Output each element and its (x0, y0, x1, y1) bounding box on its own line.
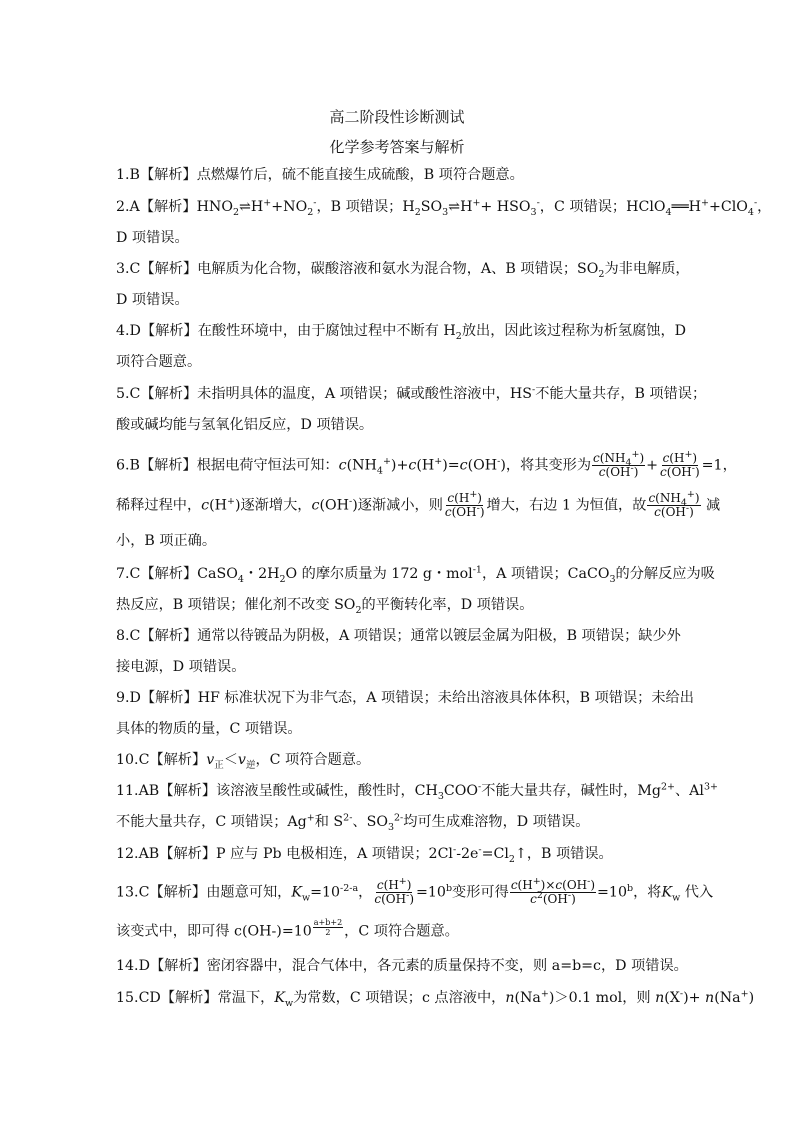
equilibrium-arrow-icon: ⇌ (239, 199, 251, 215)
answer-13-cont: 该变式中，即可得 c(OH-)=10 $^{\frac{a+b+2}{2}}$ ，C 项符合题意。 (116, 918, 459, 940)
answer-10: 10.C【解析】$v_正<v_逆$，C 项符合题意。 (116, 752, 371, 771)
answer-1: 1.B【解析】点燃爆竹后，硫不能直接生成硫酸，B 项符合题意。 (116, 167, 524, 183)
answer-11-cont: 不能大量共存，C 项错误；Ag+和 $S^{2-}$、$SO_3^{2-}$均可生成难溶物，D 项错误。 (116, 812, 590, 833)
answer-4: 4.D【解析】在酸性环境中，由于腐蚀过程中不断有 $H_2$放出，因此该过程称为析氢腐蚀，D (116, 323, 687, 342)
answer-7: 7.C【解析】CaSO$_4$・$2H_2O$ 的摩尔质量为 172 g・mol$^{-1}$，A 项错误；CaCO$_3$的分解反应为吸 (116, 564, 715, 585)
answer-12: 12.AB【解析】P 应与 Pb 电极相连，A 项错误；$2Cl^--2e^-=Cl_2↑$，B 项错误。 (116, 844, 613, 865)
answer-13: 13.C【解析】由题意可知，$K_w=10^{-2-a}$， $\frac{c(H^+)}{c(OH^-)}$ $=10^b$变形可得 $\frac{c(H^+)\times c(OH^-)}{c^2(OH^-)}$ $=10^b$，将$K_w$ 代入 (116, 876, 714, 906)
page-subtitle: 化学参考答案与解析 (329, 138, 465, 156)
answer-14: 14.D【解析】密闭容器中，混合气体中，各元素的质量保持不变，则 a=b=c，D 项错误。 (116, 958, 688, 974)
answer-5-cont: 酸或碱均能与氢氧化铝反应，D 项错误。 (116, 417, 374, 433)
answer-7-cont: 热反应，B 项错误；催化剂不改变 $SO_2$的平衡转化率，D 项错误。 (116, 597, 534, 616)
answer-9-cont: 具体的物质的量，C 项错误。 (116, 721, 302, 737)
page-title: 高二阶段性诊断测试 (329, 108, 465, 126)
answer-6: 6.B【解析】根据电荷守恒法可知：$c(NH_4^+)+c(H^+)=c(OH^-)$，将其变形为 $\frac{c(NH_4^+)}{c(OH^-)}$ + $\frac{c(H^+)}{c(OH^-)}$ =1， (116, 449, 737, 479)
answer-6-cont2: 小，B 项正确。 (116, 533, 217, 549)
answer-2-cont: D 项错误。 (116, 230, 189, 246)
answer-15: 15.CD【解析】常温下，$K_w$为常数，C 项错误；c 点溶液中，n(Na+)＞0.1 mol，则 n(X-)+ n(Na+) (116, 988, 755, 1009)
equilibrium-arrow-icon: ⇌ (448, 199, 461, 215)
answer-11: 11.AB【解析】该溶液呈酸性或碱性，酸性时，$CH_3COO^-$不能大量共存，碱性时，$Mg^{2+}$、$Al^{3+}$ (116, 781, 718, 802)
answer-8: 8.C【解析】通常以待镀品为阴极，A 项错误；通常以镀层金属为阳极，B 项错误；缺少外 (116, 628, 681, 644)
answer-4-cont: 项符合题意。 (116, 354, 202, 370)
answer-3-cont: D 项错误。 (116, 292, 189, 308)
answer-5: 5.C【解析】未指明具体的温度，A 项错误；碱或酸性溶液中，HS-不能大量共存，B 项错误； (116, 384, 707, 402)
answer-3: 3.C【解析】电解质为化合物，碳酸溶液和氨水为混合物，A、B 项错误；$SO_2$为非电解质， (116, 261, 690, 280)
answer-8-cont: 接电源，D 项错误。 (116, 659, 246, 675)
answer-9: 9.D【解析】HF 标准状况下为非气态，A 项错误；未给出溶液具体体积，B 项错误；未给出 (116, 690, 694, 706)
answer-2: 2.A【解析】$HNO_2\rightleftharpoons H^++NO_2^-$，B 项错误；$H_2SO_3\rightleftharpoons H^++ HSO_3^-$，C 项错误；HClO$_4$══H++ClO$_4$-， (116, 197, 772, 218)
answer-6-cont: 稀释过程中，c(H+)逐渐增大，c(OH-)逐渐减小，则 $\frac{c(H^+)}{c(OH^-)}$ 增大，右边 1 为恒值，故 $\frac{c(NH_4^+)}{c(OH^-)}$ 减 (116, 489, 721, 519)
